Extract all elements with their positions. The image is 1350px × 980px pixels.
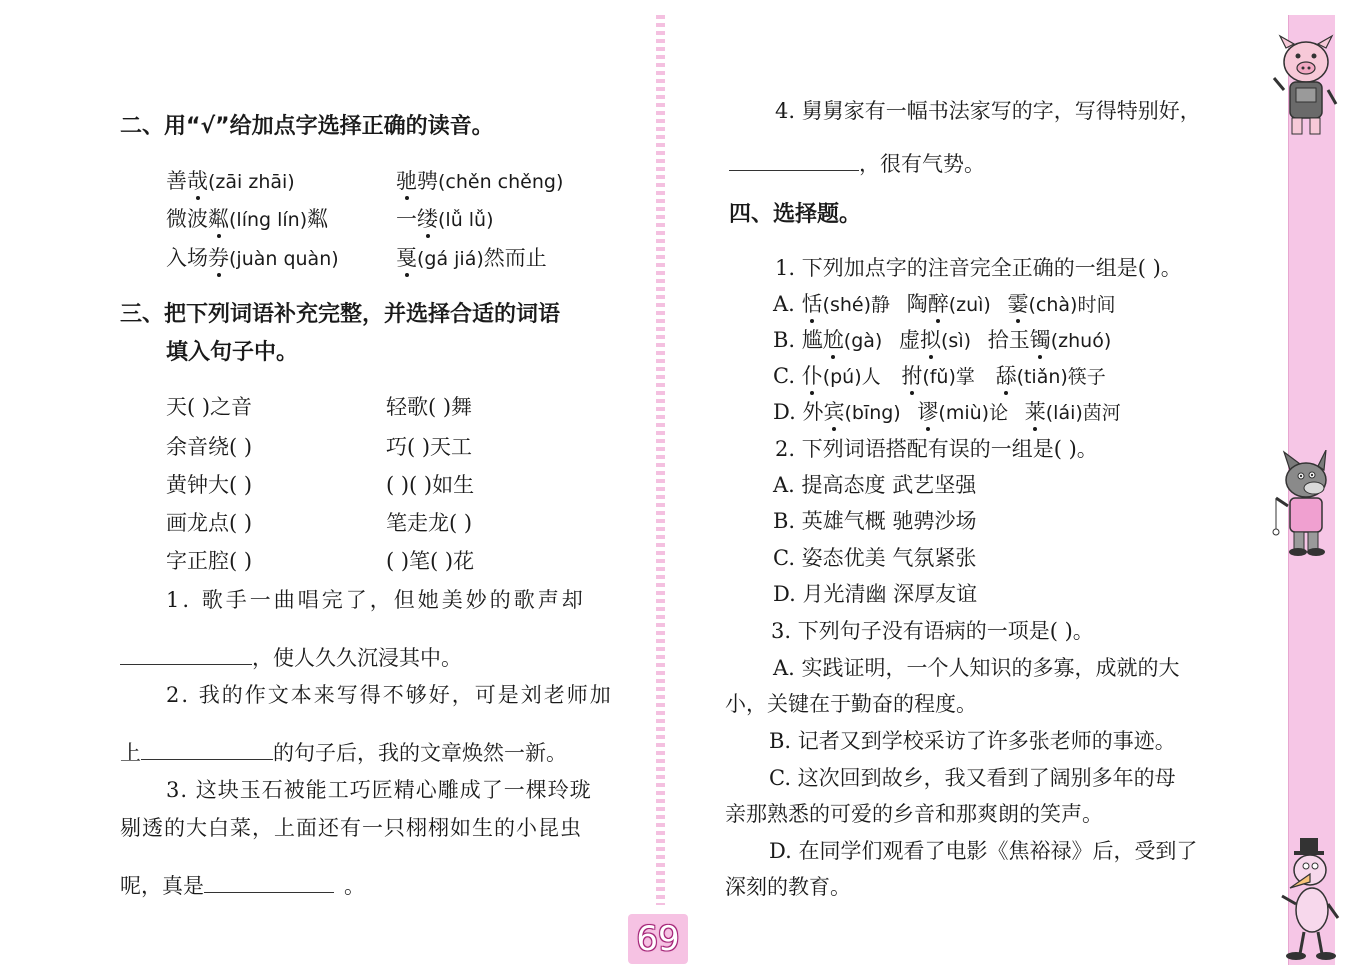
item-text: 入场 [166, 246, 208, 270]
dotted-char: 仆 [802, 361, 823, 391]
question-1-line1: 1. 歌手一曲唱完了，但她美妙的歌声却 [166, 588, 586, 612]
item-text: 一 [396, 207, 417, 231]
dotted-char: 醉 [928, 289, 949, 319]
mc-q3-option-d-line2[interactable]: 深刻的教育。 [725, 875, 851, 899]
dotted-char: 尬 [823, 325, 844, 355]
mc-q2-option-b[interactable]: B. 英雄气概 驰骋沙场 [773, 509, 977, 533]
pinyin-item-3 [166, 204, 328, 235]
dotted-char: 驰 [396, 166, 417, 196]
option-text: (pú)人 [822, 366, 881, 388]
section2-title: 二、用“√”给加点字选择正确的读音。 [120, 114, 494, 139]
question-text: 上 [120, 741, 141, 765]
dotted-char: 莱 [1025, 397, 1046, 427]
question-text: 的句子后，我的文章焕然一新。 [273, 741, 567, 765]
pinyin-item-2 [396, 166, 563, 197]
option-text: 陶 [906, 292, 928, 316]
pinyin-options: (gá jiá) [417, 248, 484, 270]
option-text: 外 [802, 400, 824, 424]
mc-question-1: 1. 下列加点字的注音完全正确的一组是( )。 [775, 256, 1182, 280]
option-text: (zhuó) [1050, 330, 1112, 352]
dotted-char: 戛 [396, 243, 417, 273]
question-1-line2 [120, 642, 462, 673]
idiom-left-5: 字正腔( ) [166, 549, 253, 573]
pinyin-options: (lǚ lǚ) [438, 209, 494, 231]
mc-q3-option-c-line1[interactable]: C. 这次回到故乡，我又看到了阔别多年的母 [769, 766, 1176, 790]
option-text: (tiǎn)筷子 [1016, 366, 1106, 388]
item-text: 微波 [166, 207, 208, 231]
mc-q3-option-b[interactable]: B. 记者又到学校采访了许多张老师的事迹。 [769, 729, 1176, 753]
idiom-right-5: ( )笔( )花 [386, 549, 475, 573]
option-text: (chà)时间 [1028, 294, 1116, 316]
pinyin-item-5 [166, 243, 339, 274]
option-text: (bīng) [844, 402, 901, 424]
pinyin-options: (chěn chěng) [438, 171, 564, 193]
mc-q3-option-d-line1[interactable]: D. 在同学们观看了电影《焦裕禄》后，受到了 [769, 839, 1198, 863]
question-2-line1: 2. 我的作文本来写得不够好，可是刘老师加 [166, 683, 613, 707]
book-spine-divider [656, 15, 665, 905]
mc-q1-option-a[interactable] [773, 289, 1115, 320]
item-text: 骋 [417, 169, 438, 193]
dotted-char: 谬 [917, 397, 938, 427]
question-3-line3 [120, 870, 365, 901]
dotted-char: 舔 [996, 361, 1017, 391]
idiom-right-2: 巧( )天工 [386, 435, 473, 459]
dotted-char: 哉 [187, 166, 208, 196]
idiom-right-4: 笔走龙( ) [386, 511, 473, 535]
question-text: 呢，真是 [120, 874, 204, 898]
mc-question-3: 3. 下列句子没有语病的一项是( )。 [771, 619, 1094, 643]
mc-q3-option-c-line2[interactable]: 亲那熟悉的可爱的乡音和那爽朗的笑声。 [725, 802, 1103, 826]
dotted-char: 拟 [920, 325, 941, 355]
right-page [665, 0, 1350, 980]
question-text: 。 [344, 874, 365, 898]
option-text: (fǔ)掌 [922, 366, 975, 388]
question-text: ，使人久久沉浸其中。 [252, 646, 462, 670]
mc-q1-option-c[interactable] [773, 361, 1106, 392]
item-text: 善 [166, 169, 187, 193]
mc-q2-option-d[interactable]: D. 月光清幽 深厚友谊 [773, 582, 978, 606]
pinyin-item-4 [396, 204, 494, 235]
dotted-char: 宾 [823, 397, 844, 427]
option-text: (zuì) [948, 294, 991, 316]
dotted-char: 霎 [1008, 289, 1029, 319]
dotted-char: 镯 [1030, 325, 1051, 355]
idiom-left-3: 黄钟大( ) [166, 473, 253, 497]
section3-title-line2: 填入句子中。 [166, 340, 299, 365]
option-text: 尴 [801, 328, 823, 352]
answer-blank[interactable] [141, 737, 273, 760]
idiom-left-4: 画龙点( ) [166, 511, 253, 535]
mc-q2-option-c[interactable]: C. 姿态优美 气氛紧张 [773, 546, 977, 570]
dotted-char: 粼 [208, 204, 229, 234]
option-label: B. [773, 328, 796, 352]
section4-title: 四、选择题。 [729, 202, 862, 227]
option-text: (sì) [941, 330, 972, 352]
pinyin-options: (líng lín) [229, 209, 308, 231]
pinyin-item-1 [166, 166, 295, 197]
dotted-char: 缕 [417, 204, 438, 234]
idiom-right-3: ( )( )如生 [386, 473, 475, 497]
mc-question-2: 2. 下列词语搭配有误的一组是( )。 [775, 437, 1098, 461]
answer-blank[interactable] [204, 870, 334, 893]
option-label: D. [773, 400, 796, 424]
option-text: (miù)论 [938, 402, 1009, 424]
option-label: A. [773, 292, 795, 316]
option-text: 虚 [899, 328, 921, 352]
pinyin-item-6 [396, 243, 547, 274]
pinyin-options: (zāi zhāi) [208, 171, 295, 193]
mc-q1-option-d[interactable] [773, 397, 1121, 428]
question-3-line1: 3. 这块玉石被能工巧匠精心雕成了一棵玲珑 [166, 778, 592, 802]
dotted-char: 恬 [802, 289, 823, 319]
question-2-line2 [120, 737, 567, 768]
item-text: 粼 [307, 207, 329, 231]
dotted-char: 拊 [901, 361, 922, 391]
option-text: (gà) [843, 330, 883, 352]
question-text: ，很有气势。 [859, 152, 985, 176]
question-3-line2: 剔透的大白菜，上面还有一只栩栩如生的小昆虫 [120, 816, 582, 840]
answer-blank[interactable] [120, 642, 252, 665]
mc-q3-option-a-line1[interactable]: A. 实践证明，一个人知识的多寡，成就的大 [773, 656, 1180, 680]
idiom-right-1: 轻歌( )舞 [386, 395, 473, 419]
option-text: (lái)茵河 [1045, 402, 1121, 424]
idiom-left-1: 天( )之音 [166, 395, 253, 419]
mc-q1-option-b[interactable] [773, 325, 1111, 356]
idiom-left-2: 余音绕( ) [166, 435, 253, 459]
section3-title-line1: 三、把下列词语补充完整，并选择合适的词语 [120, 302, 561, 327]
option-label: C. [773, 364, 795, 388]
left-page [0, 0, 655, 980]
question-4-line2 [729, 148, 985, 179]
item-text: 然而止 [483, 246, 547, 270]
pinyin-options: (juàn quàn) [229, 248, 339, 270]
option-text: 拾玉 [987, 328, 1030, 352]
mc-q2-option-a[interactable]: A. 提高态度 武艺坚强 [773, 473, 977, 497]
question-4-line1: 4. 舅舅家有一幅书法家写的字，写得特别好， [775, 99, 1201, 123]
mc-q3-option-a-line2[interactable]: 小，关键在于勤奋的程度。 [725, 692, 977, 716]
answer-blank[interactable] [729, 148, 859, 171]
page-number: 69 [628, 914, 688, 964]
option-text: (shé)静 [822, 294, 890, 316]
dotted-char: 券 [208, 243, 229, 273]
